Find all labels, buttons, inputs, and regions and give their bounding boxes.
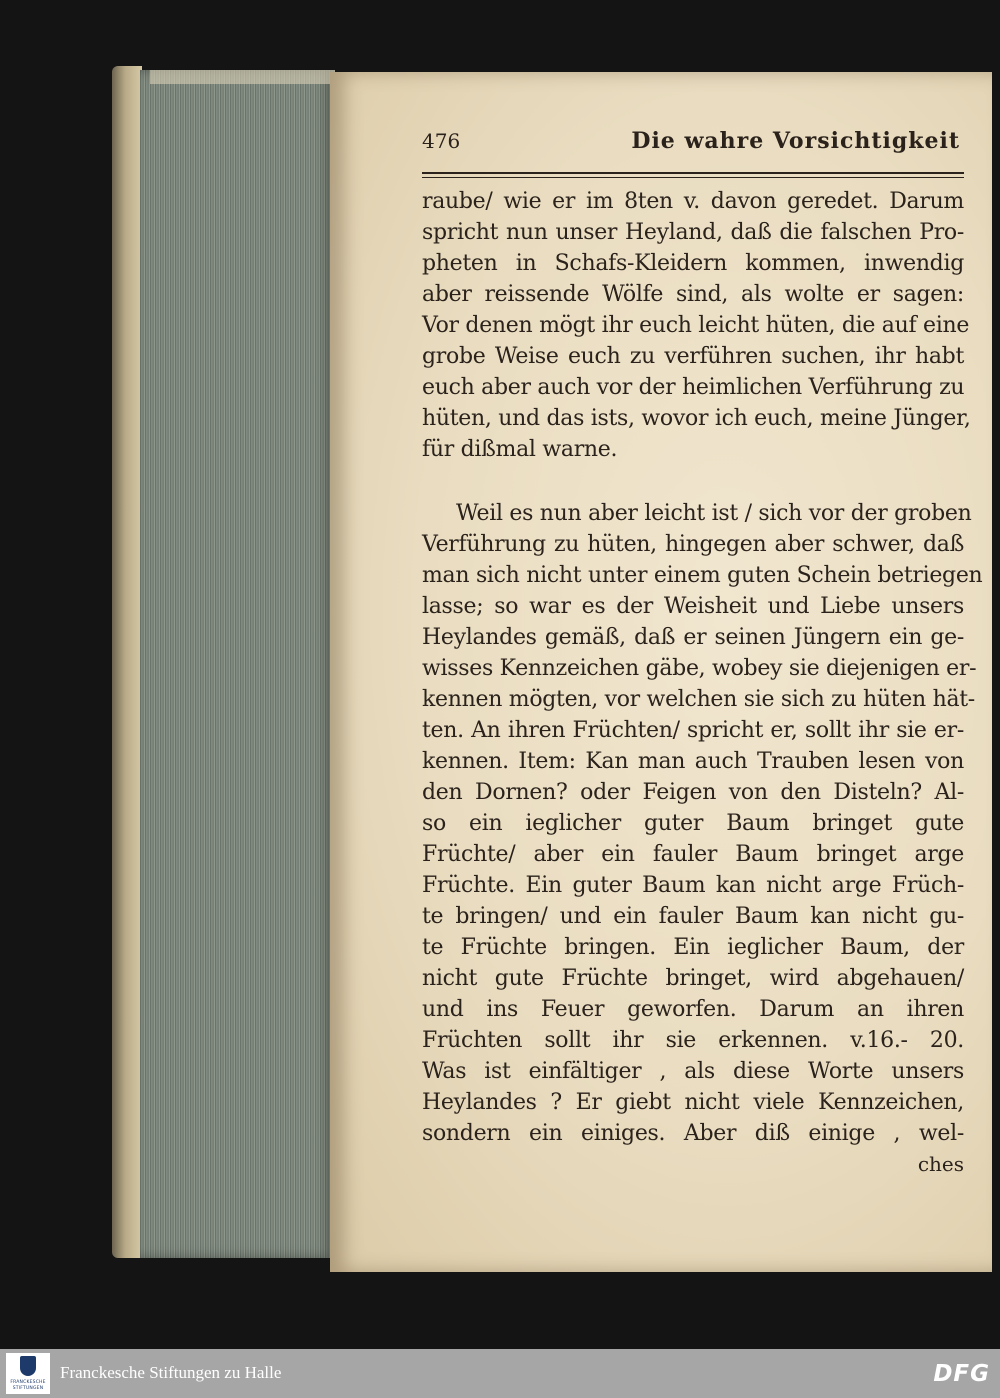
logo-caption-line-2: STIFTUNGEN xyxy=(12,1386,44,1391)
page-block-top xyxy=(150,70,335,84)
text-line: Vor denen mögt ihr euch leicht hüten, die auf eine xyxy=(422,313,970,338)
page-header xyxy=(422,128,964,168)
text-line: wisses Kennzeichen gäbe, wobey sie diejenigen er- xyxy=(422,656,977,681)
text-line: Was ist einfältiger , als diese Worte unsers xyxy=(422,1059,964,1084)
header-rule xyxy=(422,172,964,178)
catchword: ches xyxy=(917,1152,964,1176)
text-line: und ins Feuer geworfen. Darum an ihren xyxy=(422,997,964,1022)
paragraph-1 xyxy=(422,186,971,465)
text-line: euch aber auch vor der heimlichen Verführung zu xyxy=(422,375,965,400)
text-line: nicht gute Früchte bringet, wird abgehauen/ xyxy=(422,966,964,991)
text-line: te Früchte bringen. Ein ieglicher Baum, der xyxy=(422,935,964,960)
text-line: te bringen/ und ein fauler Baum kan nicht gu- xyxy=(422,904,964,929)
text-line: Verführung zu hüten, hingegen aber schwer, daß xyxy=(422,532,964,557)
text-line: raube/ wie er im 8ten v. davon geredet. Darum xyxy=(422,189,964,214)
page-number: 476 xyxy=(422,129,461,153)
text-line: sondern ein einiges. Aber diß einige , wel- xyxy=(422,1121,964,1146)
text-line: Früchte. Ein guter Baum kan nicht arge Früch- xyxy=(422,873,964,898)
institution-name[interactable]: Franckesche Stiftungen zu Halle xyxy=(60,1363,282,1382)
text-line: hüten, und das ists, wovor ich euch, meine Jünger, xyxy=(422,406,971,431)
text-line: Früchten sollt ihr sie erkennen. v.16.- 20. xyxy=(422,1028,964,1053)
text-line: kennen. Item: Kan man auch Trauben lesen von xyxy=(422,749,964,774)
text-line: lasse; so war es der Weisheit und Liebe unsers xyxy=(422,594,964,619)
text-line: pheten in Schafs-Kleidern kommen, inwendig xyxy=(422,251,964,276)
text-area xyxy=(422,128,983,1177)
text-line: kennen mögten, vor welchen sie sich zu hüten hät- xyxy=(422,687,975,712)
page-block-edges xyxy=(140,70,335,1258)
crest-icon xyxy=(20,1356,36,1376)
text-line: Weil es nun aber leicht ist / sich vor der groben xyxy=(456,501,972,526)
text-line: spricht nun unser Heyland, daß die falschen Pro- xyxy=(422,220,964,245)
text-line: aber reissende Wölfe sind, als wolte er sagen: xyxy=(422,282,964,307)
text-line: für dißmal warne. xyxy=(422,437,618,462)
book-page xyxy=(330,72,992,1272)
book-cover-edge xyxy=(112,66,142,1258)
logo-caption-line-1: FRANCKESCHE xyxy=(10,1380,46,1385)
text-line: Heylandes gemäß, daß er seinen Jüngern ein ge- xyxy=(422,625,964,650)
text-line: ten. An ihren Früchten/ spricht er, sollt ihr sie er- xyxy=(422,718,964,743)
running-title: Die wahre Vorsichtigkeit xyxy=(631,128,960,154)
text-line: den Dornen? oder Feigen von den Disteln? Al- xyxy=(422,780,964,805)
text-line: Heylandes ? Er giebt nicht viele Kennzeichen, xyxy=(422,1090,964,1115)
paragraph-gap xyxy=(422,465,964,498)
institution-logo[interactable] xyxy=(6,1353,50,1394)
footer-bar xyxy=(0,1349,1000,1398)
text-line: Früchte/ aber ein fauler Baum bringet arge xyxy=(422,842,964,867)
dfg-logo[interactable]: DFG xyxy=(933,1361,990,1387)
text-line: so ein ieglicher guter Baum bringet gute xyxy=(422,811,964,836)
text-line: grobe Weise euch zu verführen suchen, ihr habt xyxy=(422,344,964,369)
text-line: man sich nicht unter einem guten Schein betriegen xyxy=(422,563,983,588)
paragraph-2 xyxy=(422,498,983,1149)
